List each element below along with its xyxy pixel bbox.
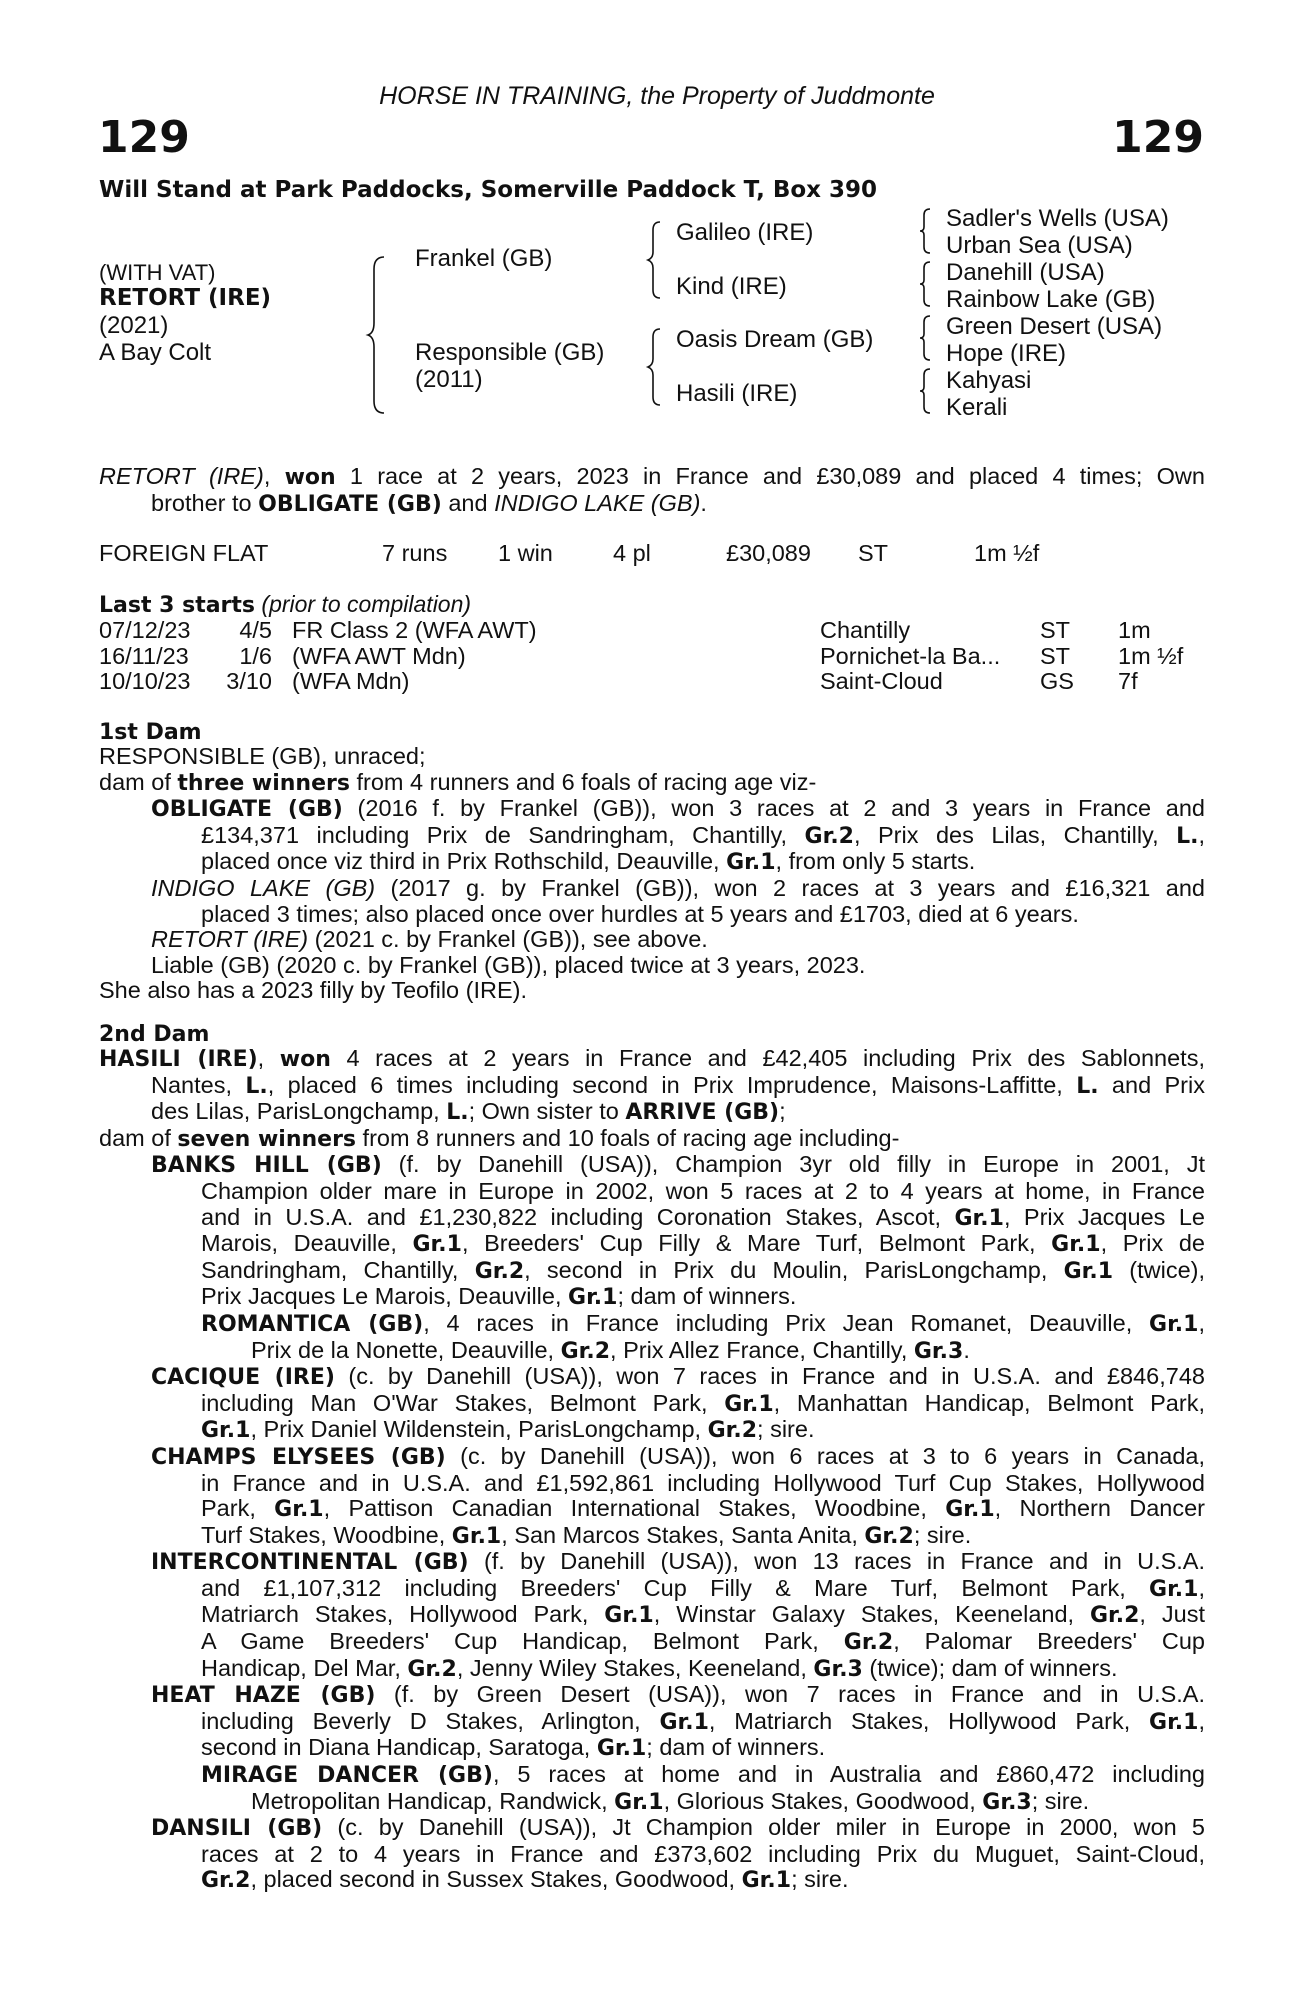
pedigree-sss: Sadler's Wells (USA)	[946, 205, 1169, 232]
summary-horse-name: RETORT (IRE)	[99, 463, 264, 489]
record-prize: £30,089	[726, 540, 811, 566]
last-start-date: 07/12/23	[99, 617, 191, 643]
summary-obligate: OBLIGATE (GB)	[258, 491, 442, 517]
last-start-going: ST	[1040, 642, 1071, 669]
last-start-dist: 1m	[1118, 617, 1151, 643]
brace-main	[370, 255, 392, 415]
first-dam-line: RESPONSIBLE (GB), unraced;	[99, 743, 426, 769]
summary-text-1: 1 race at 2 years, 2023 in France and £30,089 and placed 4 times; Own	[335, 463, 1205, 489]
brace-dd	[918, 367, 934, 415]
last-start-going: ST	[1040, 617, 1071, 643]
record-label: FOREIGN FLAT	[99, 540, 269, 566]
race-record-row	[0, 540, 1314, 570]
page-header-title: HORSE IN TRAINING, the Property of Juddmonte	[379, 82, 935, 110]
record-runs: 7 runs	[382, 540, 448, 566]
last-start-date: 16/11/23	[99, 642, 189, 669]
stable-location: Will Stand at Park Paddocks, Somerville Paddock T, Box 390	[99, 177, 878, 203]
pedigree-sds: Danehill (USA)	[946, 259, 1105, 286]
pedigree-dss: Green Desert (USA)	[946, 313, 1163, 340]
pedigree-dam-sire: Oasis Dream (GB)	[676, 326, 874, 353]
second-dam-section: HASILI (IRE), won 4 races at 2 years in France and £42,405 including Prix des Sablonnets, Nantes, L., placed 6 times including second in Prix Imprudence, Maisons-Laffitte, L. and Prix des Lilas, ParisLongchamp, L.; Own sister to ARRIVE (GB); dam of seven winners from 8 runners and 10 foals of racing age including- BANKS HILL (GB) (f. by Danehill (USA)), Champion 3yr old filly in Europe in 2001, Jt Champion older mare in Europe in 2002, won 5 races at 2 to 4 years at home, in France and in U.S.A. and £1,230,822 including Coronation Stakes, Ascot, Gr.1, Prix Jacques Le Marois, Deauville, Gr.1, Breeders' Cup Filly & Mare Turf, Belmont Park, Gr.1, Prix de Sandringham, Chantilly, Gr.2, second in Prix du Moulin, ParisLongchamp, Gr.1 (twice), Prix Jacques Le Marois, Deauville, Gr.1; dam of winners. ROMANTICA (GB), 4 races in France including Prix Jean Romanet, Deauville, Gr.1, Prix de la Nonette, Deauville, Gr.2, Prix Allez France, Chantilly, Gr.3. CACIQUE (IRE) (c. by Danehill (USA)), won 7 races in France and in U.S.A. and £846,748 including Man O'War Stakes, Belmont Park, Gr.1, Manhattan Handicap, Belmont Park, Gr.1, Prix Daniel Wildenstein, ParisLongchamp, Gr.2; sire. CHAMPS ELYSEES (GB) (c. by Danehill (USA)), won 6 races at 3 to 6 years in Canada, in France and in U.S.A. and £1,592,861 including Hollywood Turf Cup Stakes, Hollywood Park, Gr.1, Pattison Canadian International Stakes, Woodbine, Gr.1, Northern Dancer Turf Stakes, Woodbine, Gr.1, San Marcos Stakes, Santa Anita, Gr.2; sire. INTERCONTINENTAL (GB) (f. by Danehill (USA)), won 13 races in France and in U.S.A. and £1,107,312 including Breeders' Cup Filly & Mare Turf, Belmont Park, Gr.1, Matriarch Stakes, Hollywood Park, Gr.1, Winstar Galaxy Stakes, Keeneland, Gr.2, Just A Game Breeders' Cup Handicap, Belmont Park, Gr.2, Palomar Breeders' Cup Handicap, Del Mar, Gr.2, Jenny Wiley Stakes, Keeneland, Gr.3 (twice); dam of winners. HEAT HAZE (GB) (f. by Green Desert (USA)), won 7 races in France and in U.S.A. including Beverly D Stakes, Arlington, Gr.1, Matriarch Stakes, Hollywood Park, Gr.1, second in Diana Handicap, Saratoga, Gr.1; dam of winners. MIRAGE DANCER (GB), 5 races at home and in Australia and £860,472 including Metropolitan Handicap, Randwick, Gr.1, Glorious Stakes, Goodwood, Gr.3; sire. DANSILI (GB) (c. by Danehill (USA)), Jt Champion older miler in Europe in 2000, won 5 races at 2 to 4 years in France and £373,602 including Prix du Muguet, Saint-Cloud, Gr.2, placed second in Sussex Stakes, Goodwood, Gr.1; sire.	[99, 1045, 1206, 1894]
last-start-race: (WFA AWT Mdn)	[292, 642, 466, 669]
pedigree-sire: Frankel (GB)	[415, 245, 553, 272]
pedigree-dam-year: (2011)	[415, 366, 483, 393]
second-dam-heading: 2nd Dam	[99, 1022, 210, 1047]
produce-obligate: OBLIGATE (GB) (2016 f. by Frankel (GB)), won 3 races at 2 and 3 years in France and £134,371 including Prix de Sandringham, Chantilly, Gr.2, Prix des Lilas, Chantilly, L., placed once viz third in Prix Rothschild, Deauville, Gr.1, from only 5 starts.	[151, 795, 1206, 876]
produce-champs-elysees: CHAMPS ELYSEES (GB) (c. by Danehill (USA)), won 6 races at 3 to 6 years in Canada, in France and in U.S.A. and £1,592,861 including Hollywood Turf Cup Stakes, Hollywood Park, Gr.1, Pattison Canadian International Stakes, Woodbine, Gr.1, Northern Dancer Turf Stakes, Woodbine, Gr.1, San Marcos Stakes, Santa Anita, Gr.2; sire.	[151, 1442, 1206, 1549]
last-start-course: Chantilly	[820, 617, 911, 643]
last-start-course: Saint-Cloud	[820, 668, 943, 695]
brace-dam	[648, 327, 666, 407]
produce-heat-haze: HEAT HAZE (GB) (f. by Green Desert (USA)), won 7 races in France and in U.S.A. including Beverly D Stakes, Arlington, Gr.1, Matriarch Stakes, Hollywood Park, Gr.1, second in Diana Handicap, Saratoga, Gr.1; dam of winners.	[151, 1681, 1205, 1762]
brace-ss	[918, 207, 934, 255]
produce-intercontinental: INTERCONTINENTAL (GB) (f. by Danehill (USA)), won 13 races in France and in U.S.A. and £1,107,312 including Breeders' Cup Filly & Mare Turf, Belmont Park, Gr.1, Matriarch Stakes, Hollywood Park, Gr.1, Winstar Galaxy Stakes, Keeneland, Gr.2, Just A Game Breeders' Cup Handicap, Belmont Park, Gr.2, Palomar Breeders' Cup Handicap, Del Mar, Gr.2, Jenny Wiley Stakes, Keeneland, Gr.3 (twice); dam of winners.	[151, 1548, 1205, 1682]
horse-year: (2021)	[99, 312, 169, 339]
brace-ds	[918, 314, 934, 362]
produce-liable: Liable (GB) (2020 c. by Frankel (GB)), placed twice at 3 years, 2023.	[151, 951, 866, 978]
last-starts-heading: Last 3 starts (prior to compilation)	[99, 591, 472, 618]
last-start-row	[0, 617, 1314, 643]
pedigree-dds: Kahyasi	[946, 367, 1032, 394]
pedigree-ssd: Urban Sea (USA)	[946, 232, 1133, 259]
brace-sire	[648, 220, 666, 300]
last-start-race: (WFA Mdn)	[292, 668, 410, 695]
horse-description: A Bay Colt	[99, 339, 212, 366]
horse-name: RETORT (IRE)	[99, 285, 272, 311]
last-start-pos: 1/6	[239, 642, 272, 669]
pedigree-dsd: Hope (IRE)	[946, 340, 1067, 367]
vat-note: (WITH VAT)	[99, 260, 216, 285]
last-start-going: GS	[1040, 668, 1074, 695]
pedigree-dam-dam: Hasili (IRE)	[676, 380, 798, 407]
horse-summary: RETORT (IRE), won 1 race at 2 years, 2023 in France and £30,089 and placed 4 times; Own brother to OBLIGATE (GB) and INDIGO LAKE (GB).	[99, 463, 1205, 517]
produce-retort: RETORT (IRE) (2021 c. by Frankel (GB)), see above.	[151, 926, 708, 953]
last-start-row	[0, 668, 1314, 694]
first-dam-footnote: She also has a 2023 filly by Teofilo (IRE).	[99, 977, 528, 1004]
lot-number-right: 129	[1112, 112, 1204, 163]
last-start-race: FR Class 2 (WFA AWT)	[292, 617, 537, 643]
last-start-dist: 7f	[1118, 668, 1138, 695]
summary-indigo: INDIGO LAKE (GB)	[494, 489, 701, 516]
record-distance: 1m ½f	[974, 540, 1040, 566]
last-start-pos: 4/5	[239, 617, 272, 643]
produce-indigo-lake: INDIGO LAKE (GB) (2017 g. by Frankel (GB)), won 2 races at 3 years and £16,321 and placed 3 times; also placed once over hurdles at 5 years and £1703, died at 6 years.	[151, 874, 1205, 927]
last-start-row	[0, 643, 1314, 669]
last-start-date: 10/10/23	[99, 668, 191, 695]
produce-banks-hill: BANKS HILL (GB) (f. by Danehill (USA)), Champion 3yr old filly in Europe in 2001, Jt Champion older mare in Europe in 2002, won 5 races at 2 to 4 years at home, in France and in U.S.A. and £1,230,822 including Coronation Stakes, Ascot, Gr.1, Prix Jacques Le Marois, Deauville, Gr.1, Breeders' Cup Filly & Mare Turf, Belmont Park, Gr.1, Prix de Sandringham, Chantilly, Gr.2, second in Prix du Moulin, ParisLongchamp, Gr.1 (twice), Prix Jacques Le Marois, Deauville, Gr.1; dam of winners.	[151, 1151, 1205, 1311]
summary-won: won	[284, 465, 336, 490]
produce-mirage-dancer: MIRAGE DANCER (GB), 5 races at home and in Australia and £860,472 including Metropolitan Handicap, Randwick, Gr.1, Glorious Stakes, Goodwood, Gr.3; sire.	[201, 1761, 1206, 1815]
pedigree-dam: Responsible (GB)	[415, 339, 605, 366]
produce-dansili: DANSILI (GB) (c. by Danehill (USA)), Jt Champion older miler in Europe in 2000, won 5 races at 2 to 4 years in France and £373,602 including Prix du Muguet, Saint-Cloud, Gr.2, placed second in Sussex Stakes, Goodwood, Gr.1; sire.	[151, 1814, 1205, 1894]
last-start-course: Pornichet-la Ba...	[820, 642, 1001, 669]
record-wins: 1 win	[498, 540, 553, 566]
record-going: ST	[858, 540, 889, 566]
pedigree-sire-dam: Kind (IRE)	[676, 273, 787, 300]
pedigree-sdd: Rainbow Lake (GB)	[946, 286, 1156, 313]
record-placed: 4 pl	[613, 540, 651, 566]
pedigree-ddd: Kerali	[946, 394, 1008, 421]
produce-romantica: ROMANTICA (GB), 4 races in France including Prix Jean Romanet, Deauville, Gr.1, Prix de la Nonette, Deauville, Gr.2, Prix Allez France, Chantilly, Gr.3.	[201, 1309, 1205, 1364]
first-dam-heading: 1st Dam	[99, 720, 202, 745]
last-start-dist: 1m ½f	[1118, 642, 1184, 669]
pedigree-sire-sire: Galileo (IRE)	[676, 219, 814, 246]
first-dam-section: RESPONSIBLE (GB), unraced; dam of three winners from 4 runners and 6 foals of racing age viz- OBLIGATE (GB) (2016 f. by Frankel (GB)), won 3 races at 2 and 3 years in France and £134,371 including Prix de Sandringham, Chantilly, Gr.2, Prix des Lilas, Chantilly, L., placed once viz third in Prix Rothschild, Deauville, Gr.1, from only 5 starts. INDIGO LAKE (GB) (2017 g. by Frankel (GB)), won 2 races at 3 years and £16,321 and placed 3 times; also placed once over hurdles at 5 years and £1703, died at 6 years. RETORT (IRE) (2021 c. by Frankel (GB)), see above. Liable (GB) (2020 c. by Frankel (GB)), placed twice at 3 years, 2023. She also has a 2023 filly by Teofilo (IRE).	[99, 743, 1206, 1004]
last-start-pos: 3/10	[226, 668, 272, 695]
brace-sd	[918, 260, 934, 308]
lot-number-left: 129	[98, 112, 190, 163]
produce-cacique: CACIQUE (IRE) (c. by Danehill (USA)), won 7 races in France and in U.S.A. and £846,748 including Man O'War Stakes, Belmont Park, Gr.1, Manhattan Handicap, Belmont Park, Gr.1, Prix Daniel Wildenstein, ParisLongchamp, Gr.2; sire.	[151, 1363, 1205, 1444]
